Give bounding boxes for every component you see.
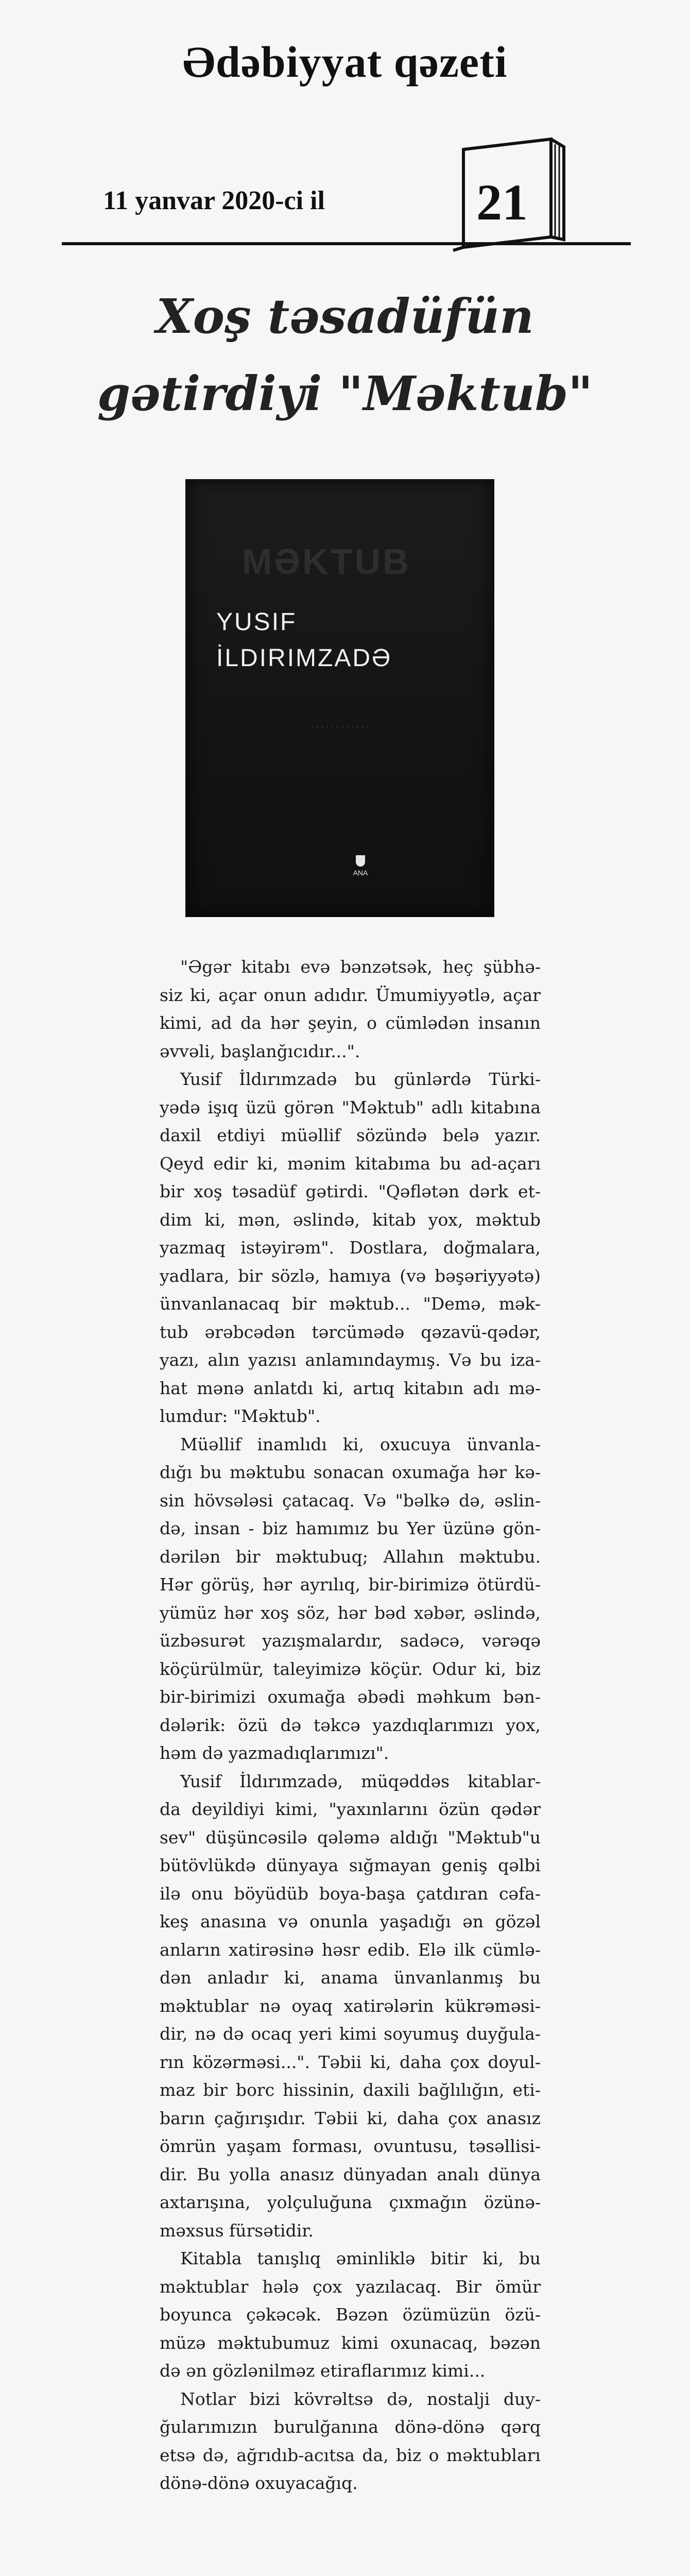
issue-date: 11 yanvar 2020-ci il [103,186,325,215]
article-paragraph [160,1065,541,1431]
text-line: köçürülmür, taleyimizə köçür. Odur ki, biz [160,1658,541,1679]
text-line: bütövlükdə dünyaya sığmayan geniş qəlbi [160,1855,541,1875]
text-line: kimi, ad da hər şeyin, o cümlədən insanın [160,1013,541,1033]
cover-author-last-name: İLDIRIMZADƏ [216,645,392,672]
header-rule [62,242,631,245]
newspaper-masthead: Ədəbiyyat qəzeti [182,37,508,87]
text-line: ğularımızın burulğanına dönə-dönə qərq [160,2417,541,2437]
text-line: da deyildiyi kimi, "yaxınlarını özün qədər [160,1799,541,1819]
text-line: rın közərməsi...". Təbii ki, daha çox doyul- [160,2052,541,2072]
text-line: məxsus fürsətidir. [160,2220,314,2241]
text-line: də ən gözlənilməz etiraflarımız kimi... [160,2361,486,2381]
text-line: Notlar bizi kövrəltsə də, nostalji duy- [180,2388,541,2409]
text-line: daxil etdiyi müəllif sözündə belə yazır. [160,1125,541,1145]
text-line: yazı, alın yazısı anlamındaymış. Və bu iza- [160,1350,541,1370]
text-line: dərilən bir məktubuq; Allahın məktubu. [160,1546,541,1567]
page-number: 21 [476,174,528,231]
publisher-logo [340,855,381,877]
text-line: tub ərəbcədən tərcümədə qəzavü-qədər, [160,1321,541,1342]
article-title-line-2: gətirdiyi "Məktub" [97,366,593,421]
text-line: dir. Bu yolla anasız dünyadan analı dünya [160,2164,541,2184]
text-line: sin hövsələsi çatacaq. Və "bəlkə də, əslin- [160,1490,541,1511]
text-line: siz ki, açar onun adıdır. Ümumiyyətlə, açar [160,985,541,1005]
text-line: Kitabla tanışlıq əminliklə bitir ki, bu [180,2248,541,2268]
text-line: barın çağırışıdır. Təbii ki, daha çox anasız [160,2108,541,2128]
article-body [160,953,541,2498]
publisher-name: ANA [353,869,368,877]
cover-author-first-name: YUSIF [216,608,297,636]
article-paragraph [160,2385,541,2498]
text-line: müzə məktubumuz kimi oxunacaq, bəzən [160,2332,541,2353]
text-line: dən anladır ki, anama ünvanlanmış bu [160,1968,541,1988]
text-line: dim ki, mən, əslində, kitab yox, məktub [160,1209,541,1230]
text-line: axtarışına, yolçuluğuna çıxmağın özünə- [160,2192,541,2212]
text-line: məktublar hələ çox yazılacaq. Bir ömür [160,2276,541,2297]
text-line: yadlara, bir sözlə, hamıya (və bəşəriyyətə) [160,1265,541,1286]
text-line: boyunca çəkəcək. Bəzən özümüzün özü- [160,2304,541,2325]
text-line: keş anasına və onunla yaşadığı ən gözəl [160,1911,541,1931]
text-line: bir-birimizi oxumağa əbədi məhkum bən- [160,1687,541,1707]
cover-blurb: · · · · · · · · · · · · [310,722,369,731]
text-line: məktublar nə oyaq xatirələrin kükrəməsi- [160,1995,541,2016]
text-line: anların xatirəsinə həsr edib. Elə ilk cümlə- [160,1939,541,1960]
article-paragraph [160,953,541,1065]
text-line: də, insan - biz hamımız bu Yer üzünə gön- [160,1518,541,1538]
article-title-line-1: Xoş təsadüfün [156,289,534,344]
text-line: etsə də, ağrıdıb-acıtsa da, biz o məktubları [160,2445,541,2465]
text-line: Hər görüş, hər ayrılıq, bir-birimizə ötürdü- [160,1574,541,1595]
text-line: dığı bu məktubu sonacan oxumağa hər kə- [160,1462,541,1482]
text-line: sev" düşüncəsilə qələmə aldığı "Məktub"u [160,1827,541,1848]
text-line: əvvəli, başlanğıcıdır...". [160,1041,360,1061]
text-line: dönə-dönə oxuyacağıq. [160,2473,358,2493]
text-line: Qeyd edir ki, mənim kitabıma bu ad-açarı [160,1153,541,1174]
text-line: yədə işıq üzü görən "Məktub" adlı kitabına [160,1097,541,1117]
text-line: maz bir borc hissinin, daxili bağlılığın, eti- [160,2080,541,2100]
text-line: yümüz hər xoş söz, hər bəd xəbər, əslində, [160,1602,541,1623]
text-line: yazmaq istəyirəm". Dostlara, doğmalara, [160,1238,541,1258]
text-line: "Əgər kitabı evə bənzətsək, heç şübhə- [180,957,541,977]
text-line: Müəllif inamlıdı ki, oxucuya ünvanla- [180,1434,541,1454]
publisher-logo-icon [356,855,365,867]
text-line: ünvanlanacaq bir məktub... "Demə, mək- [160,1294,541,1314]
text-line: lumdur: "Məktub". [160,1406,321,1426]
text-line: ömrün yaşam forması, ovuntusu, təsəllisi- [160,2136,541,2156]
text-line: həm də yazmadıqlarımızı". [160,1743,389,1763]
text-line: Yusif İldırımzadə, müqəddəs kitablar- [180,1771,541,1791]
cover-faint-title: MƏKTUB [242,541,411,582]
text-line: dələrik: özü də təkcə yazdıqlarımızı yox, [160,1715,541,1735]
text-line: bir xoş təsadüf gətirdi. "Qəflətən dərk et- [160,1181,541,1201]
text-line: hat mənə anlatdı ki, artıq kitabın adı mə- [160,1378,541,1398]
article-paragraph [160,2245,541,2385]
article-paragraph [160,1768,541,2245]
article-paragraph [160,1431,541,1768]
book-cover-image [185,479,494,917]
text-line: ilə onu böyüdüb boya-başa çatdıran cəfa- [160,1883,541,1904]
text-line: dir, nə də ocaq yeri kimi soyumuş duyğula- [160,2024,541,2044]
text-line: üzbəsurət yazışmalardır, sadəcə, vərəqə [160,1631,541,1651]
text-line: Yusif İldırımzadə bu günlərdə Türki- [180,1069,541,1089]
